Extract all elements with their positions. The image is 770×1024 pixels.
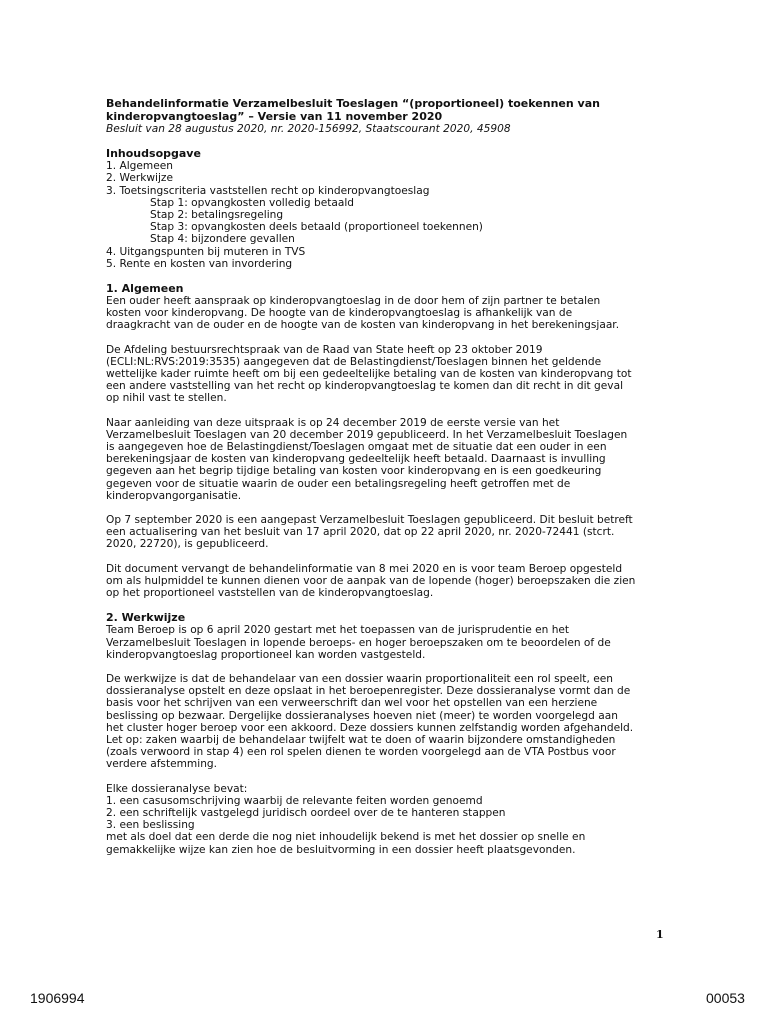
sequence-number-stamp: 00053: [706, 990, 745, 1006]
toc-item: 3. Toetsingscriteria vaststellen recht op kinderopvangtoeslag: [106, 184, 430, 197]
text-line: 2020, 22720), is gepubliceerd.: [106, 538, 269, 551]
toc-substep: Stap 4: bijzondere gevallen: [150, 233, 295, 246]
text-line: is aangegeven hoe de Belastingdienst/Toeslagen omgaat met de situatie dat een ouder in een: [106, 441, 607, 454]
text-line: op nihil vast te stellen.: [106, 392, 227, 405]
document-title-line-1: Behandelinformatie Verzamelbesluit Toeslagen “(proportioneel) toekennen van: [106, 97, 600, 110]
text-line: verdere afstemming.: [106, 758, 218, 771]
text-line: Verzamelbesluit Toeslagen in lopende beroeps- en hoger beroepszaken om te beoordelen of de: [106, 636, 611, 649]
text-line: met als doel dat een derde die nog niet inhoudelijk bekend is met het dossier op snelle en: [106, 831, 586, 844]
section-1-paragraph-3: [106, 417, 666, 502]
text-line: Let op: zaken waarbij de behandelaar twijfelt wat te doen of waarin bijzondere omstandigheden: [106, 733, 616, 746]
list-item: 1. een casusomschrijving waarbij de relevante feiten worden genoemd: [106, 794, 483, 807]
text-line: op het proportioneel vaststellen van de kinderopvangtoeslag.: [106, 587, 434, 600]
toc-substep: Stap 3: opvangkosten deels betaald (proportioneel toekennen): [150, 221, 483, 234]
toc-item: 1. Algemeen: [106, 160, 173, 173]
document-subtitle: Besluit van 28 augustus 2020, nr. 2020-156992, Staatscourant 2020, 45908: [106, 123, 511, 135]
document-id-stamp: 1906994: [30, 990, 85, 1006]
text-line: (ECLI:NL:RVS:2019:3535) aangegeven dat de Belastingdienst/Toeslagen binnen het geldende: [106, 355, 602, 368]
toc-item: 2. Werkwijze: [106, 172, 173, 185]
text-line: Elke dossieranalyse bevat:: [106, 782, 248, 795]
section-1-heading: 1. Algemeen: [106, 282, 184, 296]
toc-heading: Inhoudsopgave: [106, 147, 201, 161]
list-item: 3. een beslissing: [106, 819, 195, 832]
list-item: 2. een schriftelijk vastgelegd juridisch oordeel over de te hanteren stappen: [106, 806, 506, 819]
text-line: gegeven voor de situatie waarin de ouder een betalingsregeling heeft getroffen met de: [106, 477, 571, 490]
text-line: Dit document vervangt de behandelinformatie van 8 mei 2020 en is voor team Beroep opgesteld: [106, 562, 623, 575]
text-line: kosten voor kinderopvang. De hoogte van de kinderopvangtoeslag is afhankelijk van de: [106, 307, 573, 320]
text-line: Een ouder heeft aanspraak op kinderopvangtoeslag in de door hem of zijn partner te betalen: [106, 295, 601, 308]
text-line: het cluster hoger beroep voor een akkoord. Deze dossiers kunnen zelfstandig worden afgehandeld.: [106, 721, 634, 734]
toc-substep: Stap 1: opvangkosten volledig betaald: [150, 196, 355, 209]
text-line: wettelijke kader ruimte heeft om bij een gedeeltelijke betaling van de kosten van kinderopvang tot: [106, 368, 632, 381]
text-line: De Afdeling bestuursrechtspraak van de Raad van State heeft op 23 oktober 2019: [106, 343, 543, 356]
text-line: (zoals verwoord in stap 4) een rol spelen dienen te worden voorgelegd aan de VTA Postbus voor: [106, 746, 616, 759]
section-2-paragraph-2: [106, 673, 666, 771]
text-line: draagkracht van de ouder en de hoogte van de kosten van kinderopvang in het berekeningsjaar.: [106, 319, 620, 332]
toc-item: 4. Uitgangspunten bij muteren in TVS: [106, 245, 306, 258]
text-line: basis voor het schrijven van een verweerschrift dan wel voor het opstellen van een herziene: [106, 697, 598, 710]
page-number: 1: [656, 928, 664, 941]
text-line: beslissing op bezwaar. Dergelijke dossieranalyses hoeven niet (meer) te worden voorgelegd aan: [106, 709, 618, 722]
document-title-line-2: kinderopvangtoeslag” – Versie van 11 november 2020: [106, 110, 443, 123]
document-page: [106, 97, 666, 856]
text-line: berekeningsjaar de kosten van kinderopvang gedeeltelijk heeft betaald. Daarnaast is invulling: [106, 453, 606, 466]
text-line: De werkwijze is dat de behandelaar van een dossier waarin proportionaliteit een rol speelt, een: [106, 672, 613, 685]
text-line: kinderopvangtoeslag proportioneel kan worden vastgesteld.: [106, 648, 426, 661]
text-line: Team Beroep is op 6 april 2020 gestart met het toepassen van de jurisprudentie en het: [106, 624, 570, 637]
section-2-paragraph-1: [106, 624, 666, 661]
text-line: gegeven aan het begrip tijdige betaling van kosten voor kinderopvang en is een goedkeuring: [106, 465, 602, 478]
text-line: dossieranalyse opstelt en deze opslaat in het beroepenregister. Deze dossieranalyse vormt dan de: [106, 685, 631, 698]
section-1-paragraph-4: [106, 514, 666, 551]
text-line: Naar aanleiding van deze uitspraak is op 24 december 2019 de eerste versie van het: [106, 416, 560, 429]
section-2-heading: 2. Werkwijze: [106, 611, 186, 625]
text-line: een actualisering van het besluit van 17 april 2020, dat op 22 april 2020, nr. 2020-72441 (stcrt.: [106, 526, 615, 539]
text-line: een andere vaststelling van het recht op kinderopvangtoeslag te komen dan dit recht in dit geval: [106, 380, 624, 393]
text-line: om als hulpmiddel te kunnen dienen voor de aanpak van de lopende (hoger) beroepszaken die zien: [106, 574, 636, 587]
text-line: Verzamelbesluit Toeslagen van 20 december 2019 gepubliceerd. In het Verzamelbesluit Toeslagen: [106, 428, 628, 441]
text-line: kinderopvangorganisatie.: [106, 489, 242, 502]
toc-item: 5. Rente en kosten van invordering: [106, 257, 293, 270]
section-1-paragraph-5: [106, 563, 666, 600]
section-1-paragraph-2: [106, 344, 666, 405]
section-2-paragraph-3: [106, 783, 666, 856]
toc-substep: Stap 2: betalingsregeling: [150, 209, 284, 222]
text-line: gemakkelijke wijze kan zien hoe de besluitvorming in een dossier heeft plaatsgevonden.: [106, 843, 576, 856]
section-1-paragraph-1: [106, 295, 666, 332]
text-line: Op 7 september 2020 is een aangepast Verzamelbesluit Toeslagen gepubliceerd. Dit besluit betreft: [106, 514, 633, 527]
